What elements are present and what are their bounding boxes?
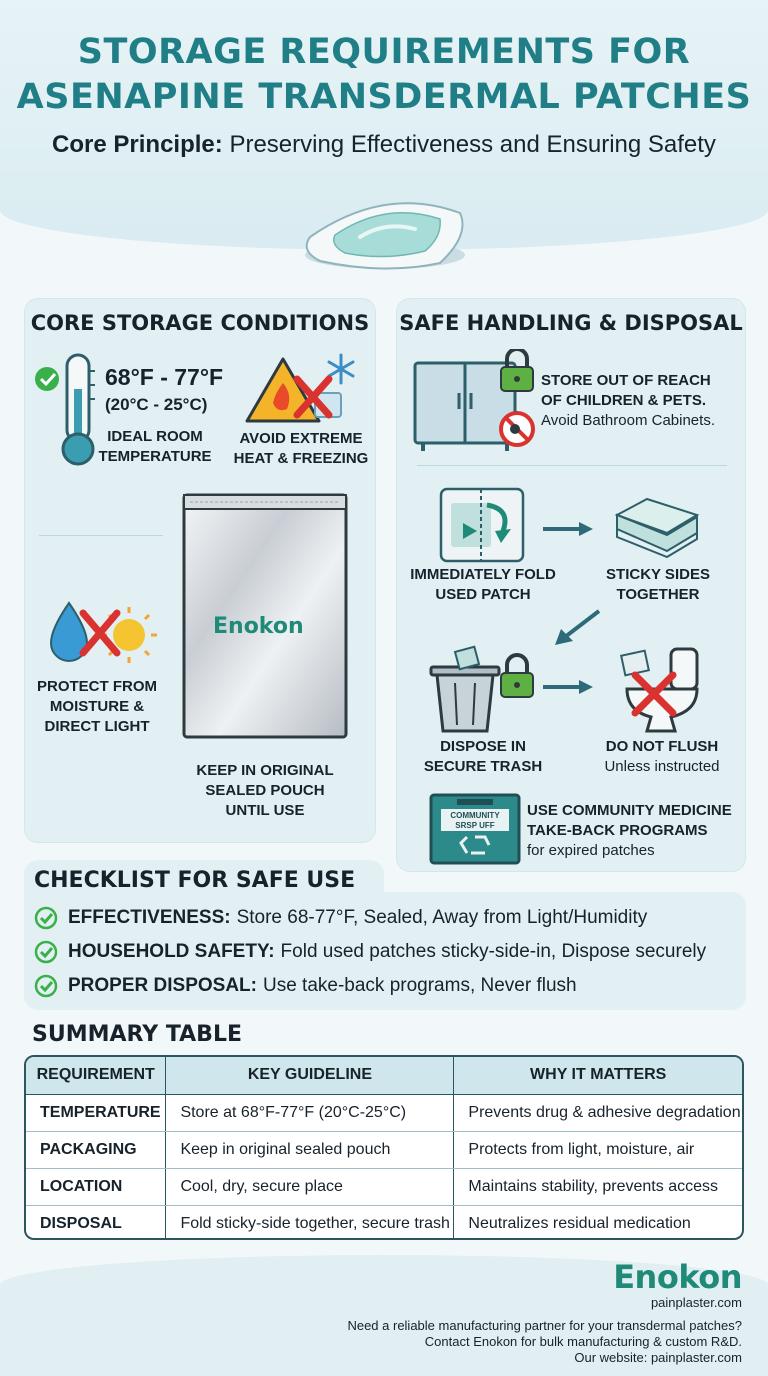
patch-illustration-icon: [290, 175, 480, 275]
footer-line-1: Need a reliable manufacturing partner for your transdermal patches?: [347, 1318, 742, 1333]
footer-line-2: Contact Enokon for bulk manufacturing & custom R&D.: [424, 1334, 742, 1349]
trash-line-1: DISPOSE IN: [440, 738, 526, 755]
ideal-temperature-label: [95, 427, 215, 467]
title-line-1: STORAGE REQUIREMENTS FOR: [77, 32, 691, 72]
table-cell: Prevents drug & adhesive degradation: [454, 1094, 742, 1131]
table-cell: DISPOSAL: [26, 1205, 166, 1240]
table-row: [26, 1094, 742, 1131]
footer-url[interactable]: painplaster.com: [650, 1295, 742, 1310]
storage-divider: [39, 535, 163, 536]
pouch-line-1: KEEP IN ORIGINAL: [196, 762, 334, 779]
reach-line-3: Avoid Bathroom Cabinets.: [541, 412, 715, 429]
pouch-line-3: UNTIL USE: [225, 802, 305, 819]
takeback-line-3: for expired patches: [527, 842, 655, 859]
summary-table: [24, 1055, 744, 1240]
pouch-line-2: SEALED POUCH: [205, 782, 325, 799]
storage-panel: [24, 298, 376, 843]
table-cell: Neutralizes residual medication: [468, 1214, 691, 1232]
heat-freeze-warning-icon: [243, 349, 363, 429]
checklist-item-text: Fold used patches sticky-side-in, Dispose securely: [280, 941, 707, 962]
checklist-title: CHECKLIST FOR SAFE USE: [34, 868, 356, 893]
column-header: WHY IT MATTERS: [454, 1057, 742, 1094]
footer-logo: Enokon: [613, 1258, 742, 1296]
pouch-brand-logo: Enokon: [213, 614, 304, 639]
sticky-line-2: TOGETHER: [616, 586, 700, 603]
fold-line-2: USED PATCH: [435, 586, 531, 603]
bin-label: [443, 811, 507, 831]
takeback-label: [527, 801, 743, 861]
subtitle-bold: Core Principle:: [52, 131, 223, 158]
handling-divider: [417, 465, 727, 466]
checklist-item: [34, 906, 647, 930]
checklist-item: [34, 974, 577, 998]
sticky-label: [593, 565, 723, 605]
moisture-line-1: PROTECT FROM: [37, 678, 157, 695]
table-header-row: [26, 1057, 742, 1094]
extreme-temperature-label: [231, 429, 371, 469]
storage-panel-title: CORE STORAGE CONDITIONS: [30, 311, 370, 335]
trash-label: [403, 737, 563, 777]
table-cell: Protects from light, moisture, air: [454, 1131, 742, 1168]
moisture-line-3: DIRECT LIGHT: [44, 718, 150, 735]
subtitle: [0, 131, 768, 159]
table-cell: TEMPERATURE: [26, 1094, 166, 1131]
column-header: KEY GUIDELINE: [166, 1057, 454, 1094]
checklist-section: [24, 860, 746, 1010]
table-row: [26, 1131, 742, 1168]
table-cell: Maintains stability, prevents access: [454, 1168, 742, 1205]
page-title: [0, 30, 768, 120]
table-row: [26, 1205, 742, 1240]
checklist-item-bold: EFFECTIVENESS:: [68, 907, 231, 928]
table-cell: Fold sticky-side together, secure trash: [166, 1205, 454, 1240]
ideal-temp-line-2: TEMPERATURE: [98, 448, 212, 465]
trash-line-2: SECURE TRASH: [423, 758, 543, 775]
flush-line-2: Unless instructed: [604, 758, 720, 775]
temperature-fahrenheit: 68°F - 77°F: [105, 364, 224, 390]
fold-patch-icon: [437, 485, 527, 565]
table-cell: Keep in original sealed pouch: [166, 1131, 454, 1168]
temperature-celsius: (20°C - 25°C): [105, 395, 208, 414]
reach-label: [541, 371, 741, 431]
fold-line-1: IMMEDIATELY FOLD: [410, 566, 556, 583]
toilet-no-flush-icon: [611, 645, 711, 735]
table-cell: LOCATION: [26, 1168, 166, 1205]
bin-label-line-1: COMMUNITY: [450, 811, 500, 820]
title-line-2: ASENAPINE TRANSDERMAL PATCHES: [16, 77, 752, 117]
reach-line-2: OF CHILDREN & PETS.: [541, 392, 707, 409]
moisture-light-icon: [41, 599, 161, 669]
subtitle-rest: Preserving Effectiveness and Ensuring Safety: [229, 131, 716, 158]
table-cell: PACKAGING: [26, 1131, 166, 1168]
check-circle-icon: [34, 906, 58, 930]
extreme-line-2: HEAT & FREEZING: [233, 450, 369, 467]
table-cell: Cool, dry, secure place: [166, 1168, 454, 1205]
check-circle-icon: [34, 974, 58, 998]
moisture-line-2: MOISTURE &: [49, 698, 145, 715]
footer-line-3: Our website: painplaster.com: [574, 1350, 742, 1365]
check-circle-icon: [34, 940, 58, 964]
checklist-item-text: Store 68-77°F, Sealed, Away from Light/Humidity: [236, 907, 648, 928]
moisture-label: [31, 677, 163, 737]
extreme-line-1: AVOID EXTREME: [239, 430, 363, 447]
arrow-right-icon: [543, 521, 593, 537]
column-header: REQUIREMENT: [26, 1057, 166, 1094]
takeback-line-1: USE COMMUNITY MEDICINE: [527, 802, 732, 819]
sticky-line-1: STICKY SIDES: [606, 566, 710, 583]
pouch-label: [185, 761, 345, 821]
cabinet-lock-icon: [411, 349, 541, 453]
bin-label-line-2: SRSP UFF: [455, 821, 495, 830]
checklist-item: [34, 940, 706, 964]
reach-line-1: STORE OUT OF REACH: [541, 372, 711, 389]
table-row: [26, 1168, 742, 1205]
handling-panel: [396, 298, 746, 872]
table-cell: Store at 68°F-77°F (20°C-25°C): [166, 1094, 454, 1131]
checklist-item-bold: HOUSEHOLD SAFETY:: [68, 941, 275, 962]
folded-patch-icon: [611, 495, 701, 559]
secure-trash-icon: [427, 645, 537, 735]
arrow-down-left-icon: [553, 607, 603, 647]
ideal-temp-line-1: IDEAL ROOM: [107, 428, 203, 445]
arrow-right-icon-2: [543, 679, 593, 695]
checklist-item-bold: PROPER DISPOSAL:: [68, 975, 257, 996]
flush-label: [587, 737, 737, 777]
flush-line-1: DO NOT FLUSH: [605, 738, 719, 755]
checklist-item-text: Use take-back programs, Never flush: [262, 975, 577, 996]
takeback-line-2: TAKE-BACK PROGRAMS: [527, 822, 708, 839]
summary-title: SUMMARY TABLE: [32, 1022, 242, 1047]
fold-label: [403, 565, 563, 605]
handling-panel-title: SAFE HANDLING & DISPOSAL: [399, 311, 743, 335]
